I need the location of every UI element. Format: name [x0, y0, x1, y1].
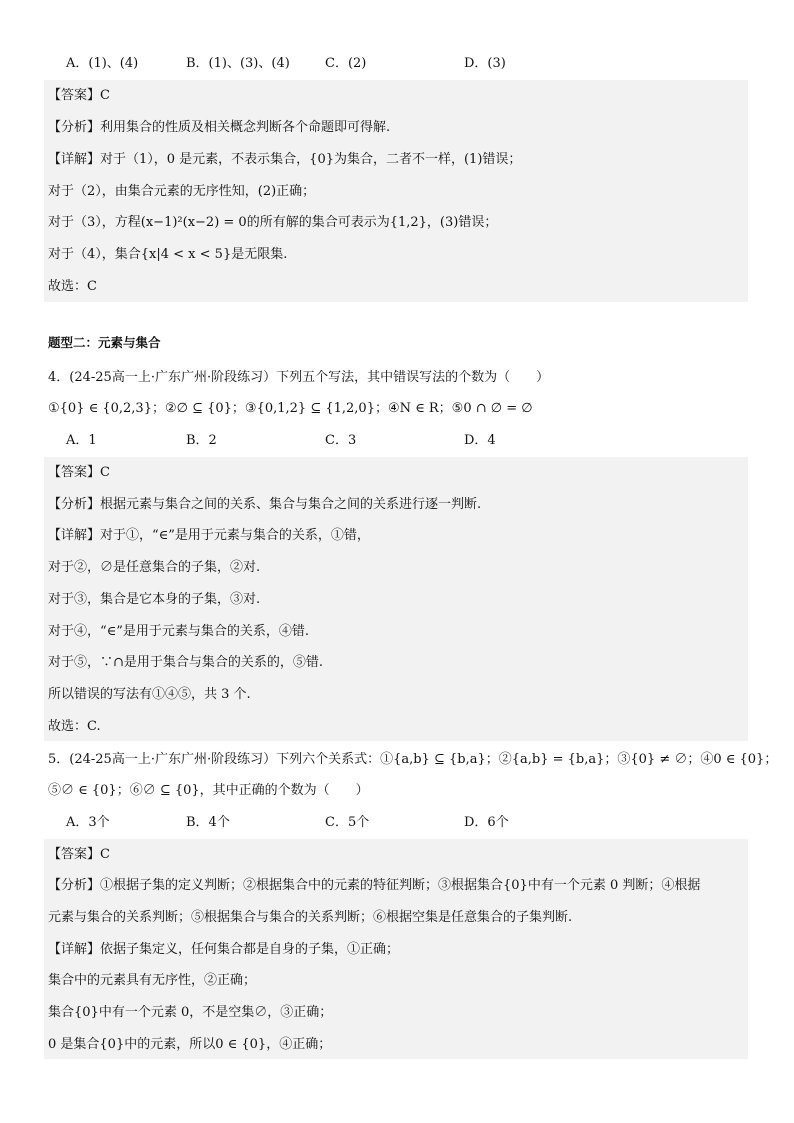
q3-detail-1: 【详解】对于（1），0 是元素，不表示集合，{0}为集合，二者不一样，(1)错误； [48, 152, 522, 167]
q4-answer: 【答案】C [48, 465, 110, 480]
q4-conclusion: 故选：C. [48, 719, 101, 734]
q4-items: ①{0} ∈ {0,2,3}；②∅ ⊆ {0}；③{0,1,2} ⊆ {1,2,0}；④N ∈ R；⑤0 ∩ ∅ = ∅ [48, 401, 533, 416]
q4-option-a: A．1 [66, 433, 97, 448]
q3-option-a: A．(1)、(4) [66, 56, 139, 71]
q5-analysis-line-1: 【分析】①根据子集的定义判断；②根据集合中的元素的特征判断；③根据集合{0}中有一个元素 0 判断；④根据 [48, 878, 701, 893]
q4-analysis: 【分析】根据元素与集合之间的关系、集合与集合之间的关系进行逐一判断. [48, 497, 482, 512]
q5-detail-4: 0 是集合{0}中的元素，所以0 ∈ {0}，④正确； [48, 1037, 332, 1052]
q5-detail-3: 集合{0}中有一个元素 0，不是空集∅，③正确； [48, 1005, 333, 1020]
q5-option-d: D．6个 [464, 815, 509, 830]
q4-detail-1: 【详解】对于①，“∈”是用于元素与集合的关系，①错， [48, 528, 370, 543]
section-title: 题型二：元素与集合 [48, 335, 161, 350]
q5-option-c: C．5个 [325, 815, 370, 830]
q3-answer: 【答案】C [48, 88, 110, 103]
q3-detail-2: 对于（2），由集合元素的无序性知，(2)正确； [48, 184, 316, 199]
q4-detail-6: 所以错误的写法有①④⑤，共 3 个. [48, 687, 251, 702]
q4-detail-5: 对于⑤，∵∩是用于集合与集合的关系的，⑤错. [48, 655, 324, 670]
q5-option-a: A．3个 [66, 815, 110, 830]
q5-option-b: B．4个 [186, 815, 230, 830]
q3-analysis: 【分析】利用集合的性质及相关概念判断各个命题即可得解. [48, 120, 391, 135]
q4-detail-3: 对于③，集合是它本身的子集，③对. [48, 592, 261, 607]
q5-detail-1: 【详解】依据子集定义，任何集合都是自身的子集，①正确； [48, 942, 400, 957]
q4-stem: 4．(24-25高一上·广东广州·阶段练习）下列五个写法，其中错误写法的个数为（ ） [48, 370, 550, 385]
q4-detail-4: 对于④，“∈”是用于元素与集合的关系，④错. [48, 624, 310, 639]
q5-analysis-line-2: 元素与集合的关系判断；⑤根据集合与集合的关系判断；⑥根据空集是任意集合的子集判断. [48, 910, 573, 925]
q3-conclusion: 故选：C [48, 279, 97, 294]
q5-answer: 【答案】C [48, 847, 110, 862]
q5-stem-line-1: 5．(24-25高一上·广东广州·阶段练习）下列六个关系式：①{a,b} ⊆ {b,a}；②{a,b} = {b,a}；③{0} ≠ ∅；④0 ∈ {0}； [48, 752, 778, 767]
q5-detail-2: 集合中的元素具有无序性，②正确； [48, 973, 257, 988]
q4-option-d: D．4 [464, 433, 496, 448]
q4-option-c: C．3 [325, 433, 357, 448]
q4-option-b: B．2 [186, 433, 217, 448]
q3-detail-4: 对于（4），集合{x|4 < x < 5}是无限集. [48, 247, 288, 262]
q3-option-b: B．(1)、(3)、(4) [186, 56, 290, 71]
q5-stem-line-2: ⑤∅ ∈ {0}；⑥∅ ⊆ {0}，其中正确的个数为（ ） [48, 783, 369, 798]
q3-option-d: D．(3) [464, 56, 506, 71]
q4-detail-2: 对于②，∅是任意集合的子集，②对. [48, 560, 261, 575]
q3-detail-3: 对于（3），方程(x−1)²(x−2) = 0的所有解的集合可表示为{1,2}，(3)错误； [48, 215, 498, 230]
q3-option-c: C．(2) [325, 56, 367, 71]
